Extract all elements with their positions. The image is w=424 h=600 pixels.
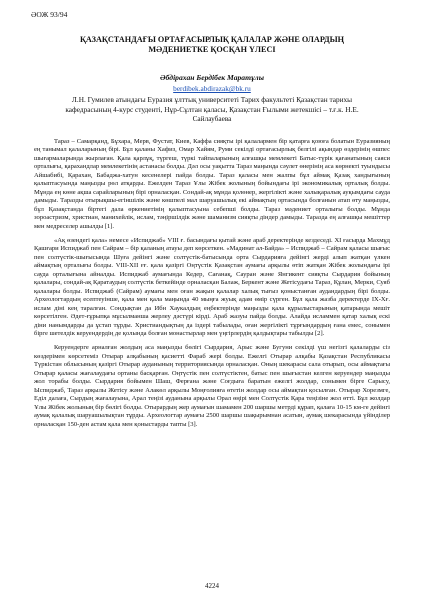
article-title: ҚАЗАҚСТАНДАҒЫ ОРТАҒАСЫРЛЫҚ ҚАЛАЛАР ЖӘНЕ ОЛАРДЫҢ МӘДЕНИЕТКЕ ҚОСҚАН ҮЛЕСІ <box>80 35 344 54</box>
udk-code: ӘОЖ 93/94 <box>31 10 68 19</box>
body-paragraph: Тараз – Самарқанд, Бұхара, Мерв, Фустат, Киев, Каффа сияқты ірі қалалармен бір қатарға қоюға болатын Еуразияның ең танымал қалаларының бірі. Бұл қаланы Хафиз, Омар Хайям, Руми секілді ортағасырлық белгілі ақындар өздерінің өшпес шығармаларында жырлаған. Қала қарлұқ, түргеш, түркі тайпаларының алғашқы мемлекеті Батыс-түрік қағанатының саяси орталығы, қарахандлар мемлекетінің астанасы болды. Дәл осы уақытта Тараз маңында сәулет өнерінің аса көрнекті туындысы Айшабибі, Қарахан, Бабаджа-хатун кесенелері пайда болды. Тараз қаласы мен жалпы бұл аймақ Қазақ хандығының қалыптасуында маңызды рөл атқарды. Ежелден Тараз Ұлы Жібек жолының бойындағы ірі экономикалық орталық болды. Мұнда ең көне ақша сарайларының бірі орналасқан. Сондай-ақ мұнда қолөнер, жергілікті және халықаралық ауқымдағы сауда дамыды. Таразды отырықшы-егіншілік және көшпелі мал шаруашылық екі аймақтың ортасында болғанын атап өту маңызды, бұл Қазақстанда біртегі дала өркениетінің қалыптасуына себепші болды. Тараз мәдениет орталығы болды. Мұнда зороастризм, христиан, манихейлік, ислам, тәңіршілдік және шаманизм сияқты діндер дамыды. Таразда ең алғашқы мешіттер мен медреселер ашылды [1]. <box>34 138 390 230</box>
author-affiliation: Л.Н. Гумилев атындағы Еуразия ұлттық университеті Тарих факультеті Қазақстан тарихы кафедрасының 4-курс студенті, Нұр-Сұлтан қаласы, Қазақстан Ғылыми жетекшісі – т.ғ.к. Н.Е. Сайлаубаева <box>65 95 359 124</box>
author-name: Әбдірахан Бердібек Маратұлы <box>160 73 264 82</box>
body-paragraph: Керуендерге арналған жолдың аса маңызды бөлігі Сырдария, Арыс және Бугуни секілді үш негізгі қалаларды сіз көздерімен көрсетеміз Отырар алқабының қасиетті Фараб жері болды. Ежелгі Отырар алқабы Қазақстан Республикасы Түркістан облысының қазіргі Отырар ауданының территориясында орналасқан. Оның шекарасы сала отырып, осы аймақтағы Отырар қаласы жағалаудағы ортаны басқарған. Оңтүстік пен солтүстіктен, батыс пен шығыстан келген керуендер маңызды жол торабы болды. Сырдария бойымен Шаш, Ферғана және Соғдыға баратын ежелгі жолдар, сонымен бірге Сарысу, Ыспиджаб, Тараз арқылы Жетісу және Алакөл арқылы Моңғолияға өтетін жолдар осы аймақтан қосылған. Отырар Хорезмге, Еділ далаға, Сырдың жағалауына, Арал теңізі ауданына арқылы Орал өңірі мен Солтүстік Қара теңізіне жол өтті. Бұл жолдар Ұлы Жібек жолының бір бөлігі болды. Отырардың жер аумағын шамамен 200 шаршы метрді құрап, қалаға 10-15 км-ге дейінгі аумақ қалалық шаруашылықтан тұрды. Археологтар аумағы 2500 шаршы шақырымнан асатын, аумақ шекарасында үйінділер орналасқан 150-ден астам қала мен қоныстарды тапты [3]. <box>34 344 390 428</box>
author-email-link[interactable]: berdibek.abdirazak@bk.ru <box>173 84 251 93</box>
article-body <box>34 138 390 435</box>
body-paragraph: «Ақ өзендегі қала» немесе «Испиджаб» VIII ғ. басындағы қытай және араб деректерінде кездеседі. XI ғасырда Махмұд Қашғари Испиджаб пен Сайрам – бір қаланың атауы деп көрсеткен. «Мадинат ал-Байда» – Испиджаб – Сайрам қаласы шығыс пен солтүстік-шығысында Шуға дейінгі және солтүстік-батысында орта Сырдарияға дейінгі жерді алып жатқан үлкен аймақтың орталығы болды. VIII-XII ғғ. қала қазіргі Оңтүстік Қазақстан аумағы арқылы өтіп жатқан Жібек жолындағы ірі сауда орталығына айналды. Испиджаб аумағында Кедер, Сағанақ, Сауран және Янгикент сияқты Сырдария бойының қалалары, сондай-ақ Қаратаудың солтүстік беткейінде орналасқан Балаж, Беркент және Жетісудағы Тараз, Құлан, Мерки, Суяб қалалары болды. Испиджаб (Сайрам) аумағы мен оған жақын қалалар халық тығыз қоныстанған аудандардың бірі болды. Археологтардың есептеуінше, қала мен қала маңында 40 мыңға жуық адам өмір сүрген. Бұл қала жазба деректерде IX-Xғ. ислам діні кең таралған. Сондықтан да Ибн Хаукалдың еңбектерінде маңызды қала құрылыстарының қатарында мешіт көрсетілген. Әдет-ғұрыпқа мұсылманша жерлеу дәстүрі кірді. Араб жазуы пайда болды. Алайда исламмен қатар халық ескі діни нанымдарды да ұстап тұрды. Христиандықтың да іздері табылады, оған жергілікті тұрғындардың ғана емес, сонымен бірге шетелдік керуендердің де қолында болған монастырлар мен үңгірлердің қалдықтары табылды [2]. <box>34 236 390 337</box>
page-number: 4224 <box>205 582 219 590</box>
